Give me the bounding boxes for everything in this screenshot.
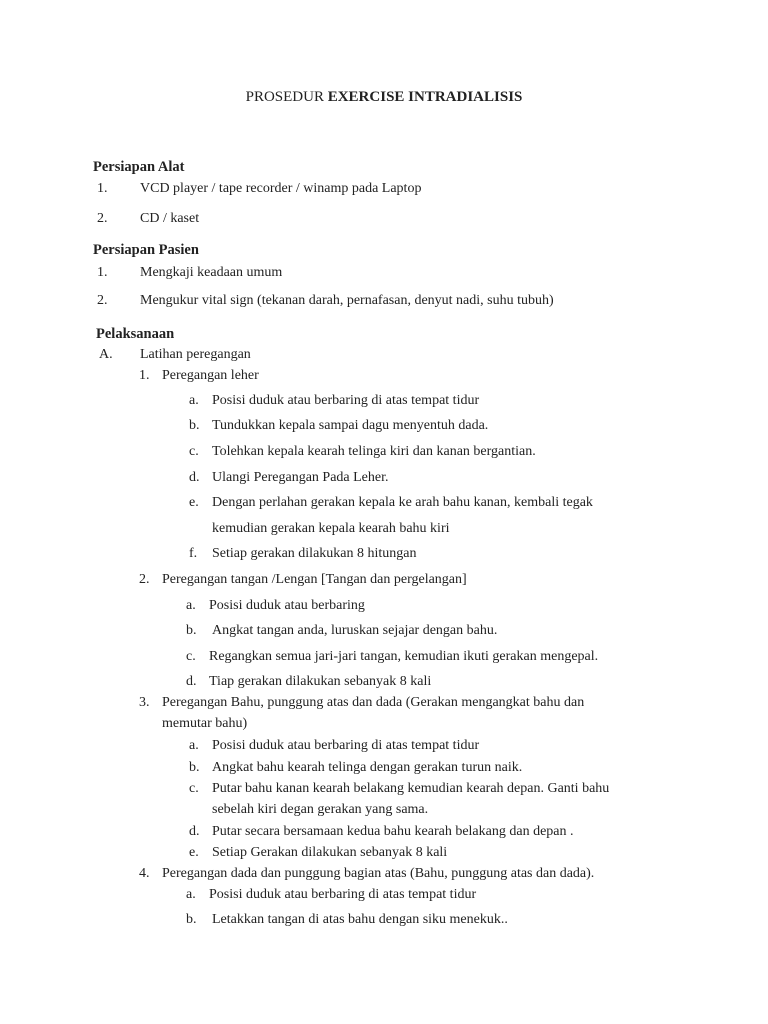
subsection-number: 4. xyxy=(139,866,150,881)
section-letter: A. xyxy=(99,347,113,362)
subsection-title-continued: memutar bahu) xyxy=(162,716,248,731)
step-item: Setiap Gerakan dilakukan sebanyak 8 kali xyxy=(212,845,448,860)
heading-pelaksanaan: Pelaksanaan xyxy=(96,326,175,342)
step-item: Setiap gerakan dilakukan 8 hitungan xyxy=(212,546,417,561)
item-letter: c. xyxy=(189,781,199,796)
step-item: Tolehkan kepala kearah telinga kiri dan kanan bergantian. xyxy=(212,444,536,459)
item-letter: b. xyxy=(189,418,200,433)
item-letter: b. xyxy=(186,623,197,638)
title-main: EXERCISE INTRADIALISIS xyxy=(327,89,523,105)
step-item: Dengan perlahan gerakan kepala ke arah bahu kanan, kembali tegak xyxy=(212,495,593,510)
step-item: Angkat tangan anda, luruskan sejajar dengan bahu. xyxy=(212,623,498,638)
subsection-title: Peregangan tangan /Lengan [Tangan dan pergelangan] xyxy=(162,572,467,587)
page-title xyxy=(0,88,768,106)
item-letter: f. xyxy=(189,546,198,561)
step-item: Posisi duduk atau berbaring di atas tempat tidur xyxy=(212,738,480,753)
step-item: Posisi duduk atau berbaring di atas tempat tidur xyxy=(212,393,480,408)
item-letter: b. xyxy=(189,760,200,775)
item-letter: e. xyxy=(189,845,199,860)
heading-persiapan-pasien: Persiapan Pasien xyxy=(93,242,199,258)
item-letter: d. xyxy=(189,824,200,839)
step-item: Ulangi Peregangan Pada Leher. xyxy=(212,470,389,485)
list-number: 1. xyxy=(97,181,108,196)
subsection-title: Peregangan dada dan punggung bagian atas (Bahu, punggung atas dan dada). xyxy=(162,866,595,881)
item-letter: a. xyxy=(189,738,199,753)
item-letter: c. xyxy=(186,649,196,664)
list-item: VCD player / tape recorder / winamp pada Laptop xyxy=(140,181,422,196)
item-letter: d. xyxy=(186,674,197,689)
step-item: Posisi duduk atau berbaring di atas tempat tidur xyxy=(209,887,477,902)
step-item: Posisi duduk atau berbaring xyxy=(209,598,365,613)
step-item: Angkat bahu kearah telinga dengan gerakan turun naik. xyxy=(212,760,523,775)
step-item: Putar secara bersamaan kedua bahu kearah belakang dan depan . xyxy=(212,824,574,839)
subsection-number: 3. xyxy=(139,695,150,710)
item-letter: d. xyxy=(189,470,200,485)
item-letter: c. xyxy=(189,444,199,459)
subsection-number: 1. xyxy=(139,368,150,383)
list-number: 1. xyxy=(97,265,108,280)
title-prefix: PROSEDUR xyxy=(245,89,324,105)
subsection-title: Peregangan Bahu, punggung atas dan dada (Gerakan mengangkat bahu dan xyxy=(162,695,585,710)
subsection-title: Peregangan leher xyxy=(162,368,259,383)
item-letter: e. xyxy=(189,495,199,510)
step-item: Putar bahu kanan kearah belakang kemudian kearah depan. Ganti bahu xyxy=(212,781,610,796)
item-letter: a. xyxy=(186,887,196,902)
step-item: Tundukkan kepala sampai dagu menyentuh dada. xyxy=(212,418,489,433)
item-letter: b. xyxy=(186,912,197,927)
step-item: Regangkan semua jari-jari tangan, kemudian ikuti gerakan mengepal. xyxy=(209,649,599,664)
list-number: 2. xyxy=(97,211,108,226)
item-letter: a. xyxy=(186,598,196,613)
step-item: Letakkan tangan di atas bahu dengan siku menekuk.. xyxy=(212,912,508,927)
list-number: 2. xyxy=(97,293,108,308)
list-item: Mengkaji keadaan umum xyxy=(140,265,283,280)
item-letter: a. xyxy=(189,393,199,408)
step-item: Tiap gerakan dilakukan sebanyak 8 kali xyxy=(209,674,432,689)
section-title: Latihan peregangan xyxy=(140,347,251,362)
step-item-continued: kemudian gerakan kepala kearah bahu kiri xyxy=(212,521,450,536)
subsection-number: 2. xyxy=(139,572,150,587)
step-item-continued: sebelah kiri degan gerakan yang sama. xyxy=(212,802,429,817)
heading-persiapan-alat: Persiapan Alat xyxy=(93,159,185,175)
list-item: CD / kaset xyxy=(140,211,200,226)
list-item: Mengukur vital sign (tekanan darah, pernafasan, denyut nadi, suhu tubuh) xyxy=(140,293,554,308)
